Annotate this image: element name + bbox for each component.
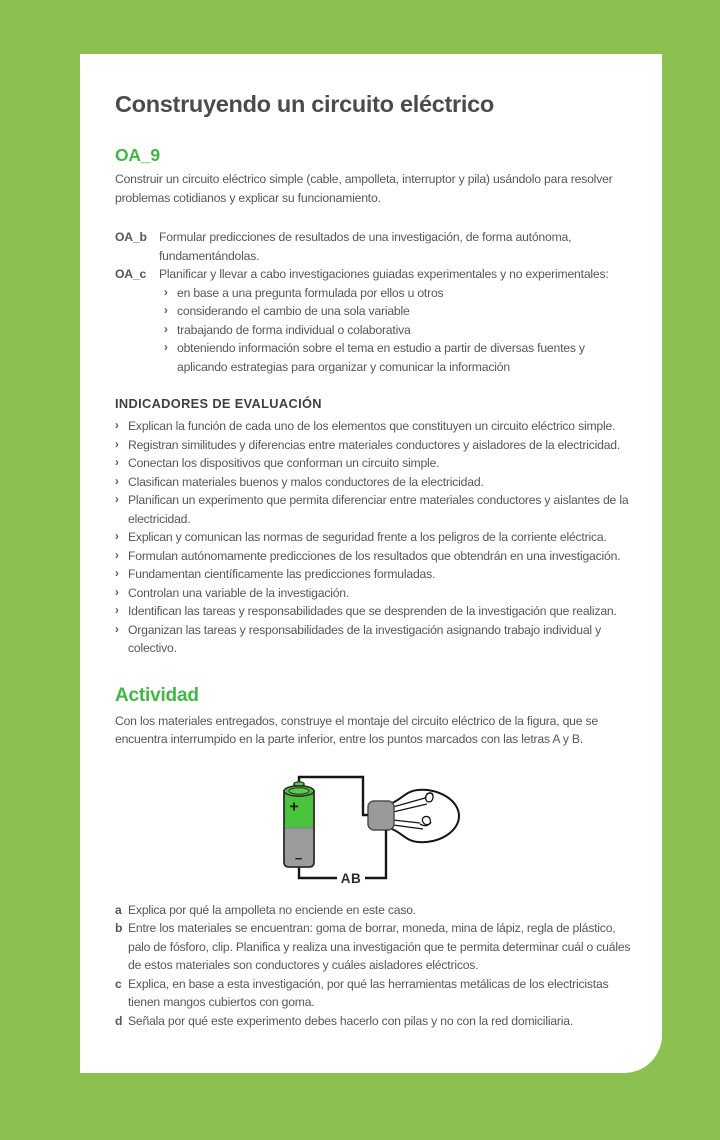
chevron-bullet-icon: › bbox=[164, 305, 168, 317]
bulb-base bbox=[368, 801, 394, 830]
worksheet-card bbox=[80, 54, 662, 1073]
question-text: Explica, en base a esta investigación, por qué las herramientas metálicas de los electricistas tienen mangos cubiertos con goma. bbox=[128, 976, 609, 1009]
battery-plus-label: + bbox=[289, 798, 299, 815]
chevron-bullet-icon: › bbox=[115, 623, 119, 636]
chevron-bullet-icon: › bbox=[164, 342, 168, 354]
indicator-item bbox=[115, 621, 635, 658]
indicator-item bbox=[115, 454, 635, 473]
chevron-bullet-icon: › bbox=[164, 323, 168, 336]
questions-list bbox=[115, 901, 635, 1031]
indicator-item bbox=[115, 584, 635, 603]
indicator-text: Formulan autónomamente predicciones de los resultados que obtendrán en una investigación. bbox=[128, 548, 621, 563]
light-bulb-icon bbox=[368, 789, 459, 841]
indicator-item bbox=[115, 491, 635, 528]
objective-label: OA_c bbox=[115, 267, 147, 281]
chevron-bullet-icon: › bbox=[115, 457, 119, 469]
question-label: d bbox=[115, 1013, 123, 1028]
question-row bbox=[115, 901, 635, 920]
bullet-text: trabajando de forma individual o colaborativa bbox=[177, 322, 411, 337]
oa9-heading: OA_9 bbox=[115, 145, 160, 165]
indicator-text: Clasifican materiales buenos y malos conductores de la electricidad. bbox=[128, 474, 484, 489]
bullet-text: en base a una pregunta formulada por ellos u otros bbox=[177, 285, 444, 300]
activity-heading: Actividad bbox=[115, 684, 199, 706]
bullet-text: considerando el cambio de una sola variable bbox=[177, 304, 410, 318]
objective-row-oac bbox=[115, 265, 635, 376]
activity-intro: Con los materiales entregados, construye el montaje del circuito eléctrico de la figura, que se encuentra interrumpido en la parte inferior, entre los puntos marcados con las letras A y B. bbox=[115, 713, 598, 746]
indicator-item bbox=[115, 547, 635, 566]
indicator-text: Planifican un experimento que permita diferenciar entre materiales conductores y aislantes de la electricidad. bbox=[128, 493, 629, 526]
gap-label: AB bbox=[340, 870, 362, 886]
indicator-text: Controlan una variable de la investigación. bbox=[128, 585, 350, 600]
objectives-list bbox=[115, 228, 635, 376]
indicator-item bbox=[115, 473, 635, 492]
indicator-item bbox=[115, 436, 635, 455]
question-text: Señala por qué este experimento debes hacerlo con pilas y no con la red domiciliaria. bbox=[128, 1013, 574, 1028]
circuit-diagram bbox=[279, 775, 471, 889]
oa9-description: Construir un circuito eléctrico simple (cable, ampolleta, interruptor y pila) usándolo para resolver problemas cotidianos y explicar su funcionamiento. bbox=[115, 172, 613, 205]
indicators-heading: INDICADORES DE EVALUACIÓN bbox=[115, 396, 322, 411]
question-text: Explica por qué la ampolleta no enciende en este caso. bbox=[128, 902, 416, 917]
chevron-bullet-icon: › bbox=[115, 586, 119, 599]
objective-sub-bullets bbox=[159, 284, 635, 377]
indicator-text: Fundamentan científicamente las predicciones formuladas. bbox=[128, 567, 436, 581]
objective-bullet bbox=[159, 339, 635, 376]
question-label: b bbox=[115, 921, 123, 935]
indicators-list bbox=[115, 417, 635, 658]
battery-minus-label: − bbox=[294, 850, 303, 866]
chevron-bullet-icon: › bbox=[115, 438, 119, 451]
chevron-bullet-icon: › bbox=[115, 420, 119, 432]
objective-row-oab bbox=[115, 228, 635, 265]
chevron-bullet-icon: › bbox=[164, 286, 168, 299]
objective-bullet bbox=[159, 284, 635, 303]
indicator-text: Identifican las tareas y responsabilidades que se desprenden de la investigación que realizan. bbox=[128, 604, 617, 618]
question-row bbox=[115, 975, 635, 1012]
chevron-bullet-icon: › bbox=[115, 531, 119, 543]
chevron-bullet-icon: › bbox=[115, 605, 119, 617]
bullet-text: obteniendo información sobre el tema en estudio a partir de diversas fuentes y aplicando estrategias para organizar y comunicar la información bbox=[177, 341, 585, 374]
objective-label: OA_b bbox=[115, 230, 147, 244]
objective-bullet bbox=[159, 302, 635, 321]
question-row bbox=[115, 919, 635, 975]
page-title: Construyendo un circuito eléctrico bbox=[115, 91, 494, 117]
chevron-bullet-icon: › bbox=[115, 549, 119, 562]
indicator-item bbox=[115, 417, 635, 436]
question-text: Entre los materiales se encuentran: goma de borrar, moneda, mina de lápiz, regla de plástico, palo de fósforo, clip. Planifica y realiza una investigación que te permita determinar cuál o cuáles de estos materiales son conductores y cuáles aisladores eléctricos. bbox=[128, 921, 631, 972]
battery-icon bbox=[284, 781, 314, 866]
indicator-text: Organizan las tareas y responsabilidades de la investigación asignando trabajo individual y colectivo. bbox=[128, 622, 601, 655]
indicator-text: Explican y comunican las normas de seguridad frente a los peligros de la corriente eléctrica. bbox=[128, 530, 607, 544]
objective-text: Formular predicciones de resultados de una investigación, de forma autónoma, fundamentándolas. bbox=[159, 230, 572, 263]
question-label: a bbox=[115, 902, 122, 917]
indicator-item bbox=[115, 528, 635, 547]
indicator-item bbox=[115, 602, 635, 621]
indicator-item bbox=[115, 565, 635, 584]
indicator-text: Registran similitudes y diferencias entre materiales conductores y aisladores de la electricidad. bbox=[128, 437, 621, 452]
question-label: c bbox=[115, 976, 122, 991]
objective-text: Planificar y llevar a cabo investigaciones guiadas experimentales y no experimentales: bbox=[159, 267, 609, 281]
question-row bbox=[115, 1012, 635, 1031]
chevron-bullet-icon: › bbox=[115, 568, 119, 580]
indicator-text: Explican la función de cada uno de los elementos que constituyen un circuito eléctrico simple. bbox=[128, 419, 616, 433]
objective-bullet bbox=[159, 321, 635, 340]
circuit-figure bbox=[115, 775, 635, 894]
indicator-text: Conectan los dispositivos que conforman un circuito simple. bbox=[128, 456, 440, 470]
chevron-bullet-icon: › bbox=[115, 475, 119, 488]
chevron-bullet-icon: › bbox=[115, 494, 119, 506]
objective-body bbox=[159, 265, 635, 376]
